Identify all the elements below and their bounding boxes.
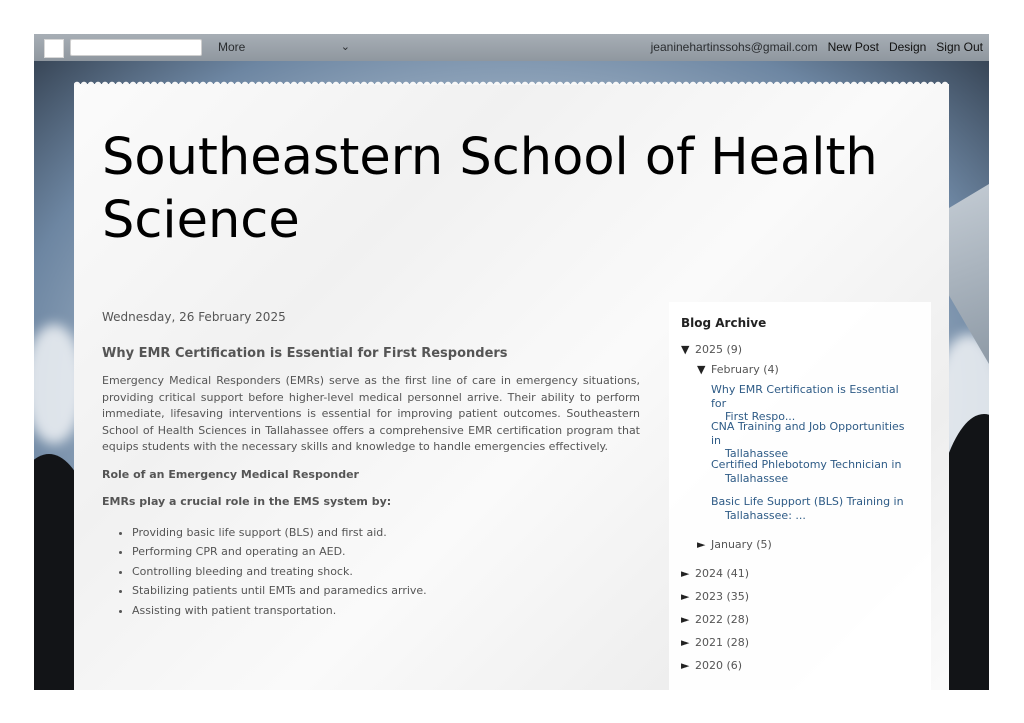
triangle-right-icon[interactable]: ► bbox=[681, 590, 690, 603]
triangle-right-icon[interactable]: ► bbox=[681, 567, 690, 580]
archive-post-link[interactable] bbox=[711, 420, 916, 461]
list-item: • Performing CPR and operating an AED. bbox=[132, 542, 640, 562]
year-label: 2024 bbox=[695, 567, 723, 580]
month-label: February bbox=[711, 363, 760, 376]
triangle-right-icon[interactable]: ► bbox=[697, 538, 706, 551]
year-count: (41) bbox=[726, 567, 750, 580]
list-item: • Assisting with patient transportation. bbox=[132, 601, 640, 621]
archive-year-2025[interactable] bbox=[681, 343, 742, 356]
background-image bbox=[34, 34, 989, 690]
blogger-logo-icon[interactable] bbox=[44, 39, 64, 58]
list-item: • Controlling bleeding and treating shock. bbox=[132, 562, 640, 582]
year-label: 2021 bbox=[695, 636, 723, 649]
more-label: More bbox=[218, 40, 246, 54]
post-link-line: Tallahassee bbox=[725, 447, 789, 460]
archive-year-2020[interactable] bbox=[681, 659, 742, 672]
post-heading: Role of an Emergency Medical Responder bbox=[102, 467, 359, 481]
triangle-down-icon[interactable]: ▼ bbox=[697, 363, 706, 376]
post-body bbox=[102, 373, 640, 620]
archive-year-2023[interactable] bbox=[681, 590, 749, 603]
post-intro: Emergency Medical Responders (EMRs) serve as the first line of care in emergency situations, providing critical support before higher-level medical personnel arrive. Their ability to perform immediate, lifesaving interventions is essential for improving patient outcomes. Southeastern School of Health Sciences in Tallahassee offers a comprehensive EMR certification program that equips students with the necessary skills and knowledge to handle emergencies effectively. bbox=[102, 374, 640, 453]
account-email[interactable]: jeaninehartinssohs@gmail.com bbox=[650, 40, 818, 54]
chevron-down-icon: ⌄ bbox=[340, 41, 350, 53]
archive-post-link[interactable] bbox=[711, 495, 916, 522]
year-label: 2022 bbox=[695, 613, 723, 626]
post-subheading: EMRs play a crucial role in the EMS system by: bbox=[102, 495, 392, 508]
post-link-line: Tallahassee bbox=[725, 471, 789, 485]
post-link-line: Certified Phlebotomy Technician in bbox=[711, 458, 902, 471]
year-label: 2020 bbox=[695, 659, 723, 672]
triangle-right-icon[interactable]: ► bbox=[681, 613, 690, 626]
year-count: (6) bbox=[726, 659, 743, 672]
year-count: (28) bbox=[726, 613, 750, 626]
archive-month-february[interactable] bbox=[697, 363, 779, 376]
nav-right-group bbox=[651, 40, 983, 54]
archive-post-link[interactable] bbox=[711, 458, 916, 485]
triangle-down-icon[interactable]: ▼ bbox=[681, 343, 690, 356]
month-count: (5) bbox=[756, 538, 772, 551]
blog-post bbox=[102, 310, 640, 620]
blog-archive-widget bbox=[669, 302, 931, 690]
month-label: January bbox=[711, 538, 753, 551]
more-dropdown[interactable] bbox=[218, 40, 350, 56]
post-link-line: Why EMR Certification is Essential for bbox=[711, 383, 899, 410]
post-title[interactable]: Why EMR Certification is Essential for First Responders bbox=[102, 346, 508, 361]
archive-month-january[interactable] bbox=[697, 538, 772, 551]
top-navbar bbox=[34, 34, 989, 61]
year-label: 2025 bbox=[695, 343, 723, 356]
design-link[interactable]: Design bbox=[888, 40, 927, 54]
new-post-link[interactable]: New Post bbox=[827, 40, 879, 54]
month-count: (4) bbox=[763, 363, 779, 376]
post-link-line: CNA Training and Job Opportunities in bbox=[711, 420, 905, 447]
site-title[interactable]: Southeastern School of Health Science bbox=[102, 128, 878, 250]
year-count: (35) bbox=[726, 590, 750, 603]
bullet-list bbox=[102, 523, 640, 621]
search-input[interactable] bbox=[70, 39, 202, 56]
year-count: (9) bbox=[726, 343, 743, 356]
sign-out-link[interactable]: Sign Out bbox=[936, 40, 983, 54]
archive-year-2021[interactable] bbox=[681, 636, 749, 649]
archive-post-link[interactable] bbox=[711, 383, 916, 424]
list-item: • Providing basic life support (BLS) and first aid. bbox=[132, 523, 640, 543]
post-date: Wednesday, 26 February 2025 bbox=[102, 310, 286, 324]
archive-year-2024[interactable] bbox=[681, 567, 749, 580]
triangle-right-icon[interactable]: ► bbox=[681, 636, 690, 649]
post-link-line: First Respo... bbox=[725, 410, 796, 423]
list-item: • Stabilizing patients until EMTs and paramedics arrive. bbox=[132, 581, 640, 601]
post-link-line: Tallahassee: ... bbox=[725, 508, 806, 522]
triangle-right-icon[interactable]: ► bbox=[681, 659, 690, 672]
year-label: 2023 bbox=[695, 590, 723, 603]
archive-title: Blog Archive bbox=[681, 316, 767, 330]
archive-year-2022[interactable] bbox=[681, 613, 749, 626]
post-link-line: Basic Life Support (BLS) Training in bbox=[711, 495, 904, 508]
content-area bbox=[74, 84, 949, 690]
year-count: (28) bbox=[726, 636, 750, 649]
